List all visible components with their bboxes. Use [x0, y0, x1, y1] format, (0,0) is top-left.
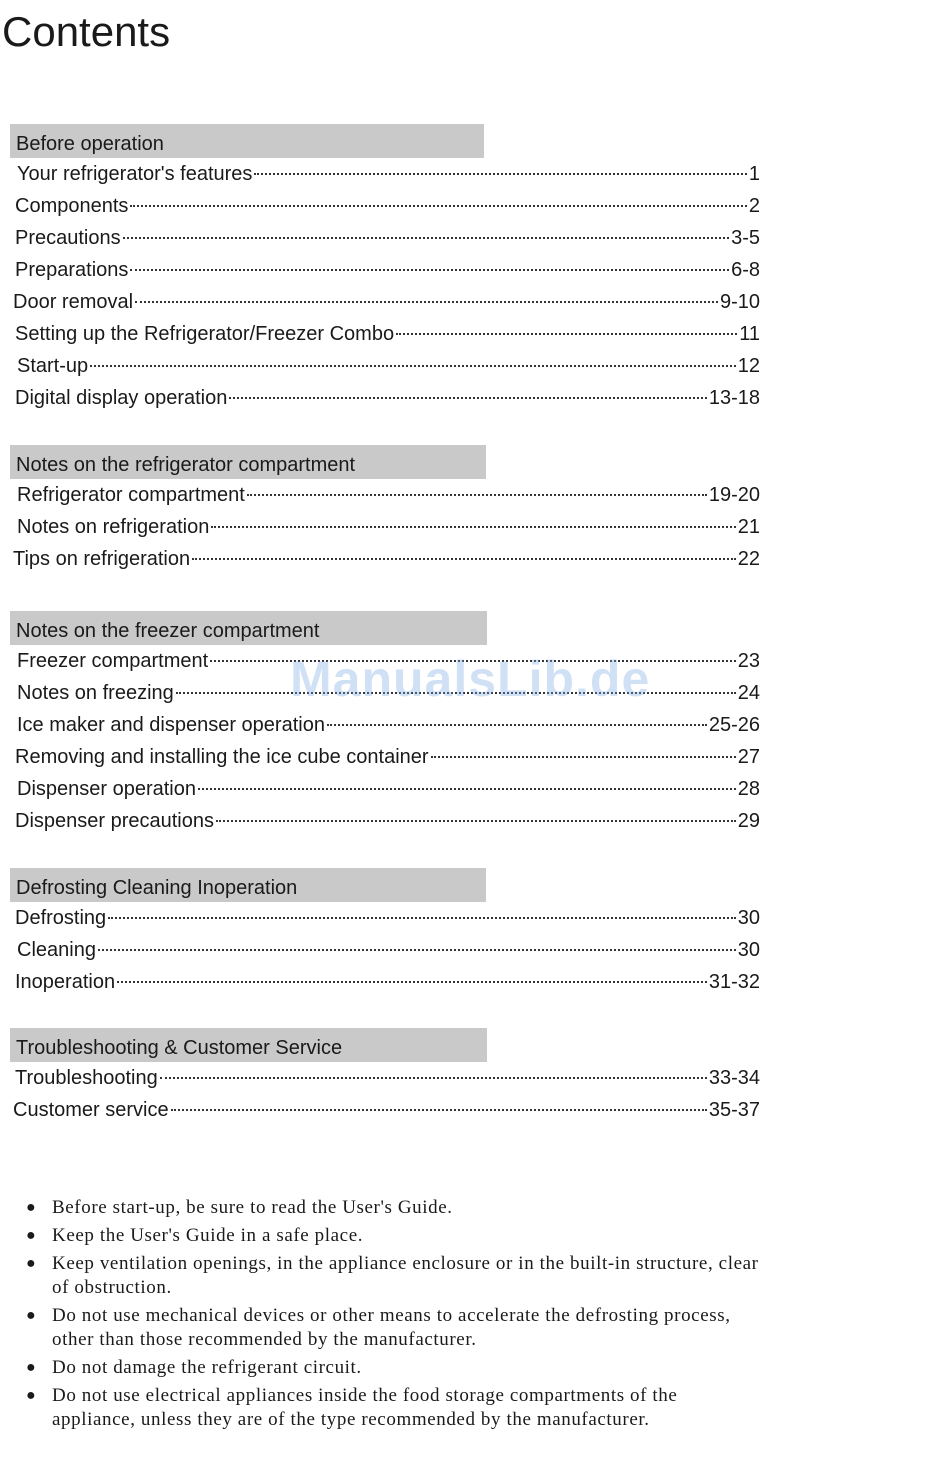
list-item [26, 1356, 766, 1380]
toc-entry[interactable] [0, 1094, 760, 1126]
leader-dots [216, 820, 736, 822]
bullet-icon: ● [26, 1227, 37, 1244]
toc-entry-title: Notes on freezing [17, 682, 174, 704]
leader-dots [211, 526, 735, 528]
toc-entry-title: Ice maker and dispenser operation [17, 714, 325, 736]
leader-dots [98, 949, 736, 951]
toc-entry[interactable] [0, 318, 760, 350]
note-text: Keep ventilation openings, in the appliance enclosure or in the built-in structure, clear of obstruction. [52, 1253, 759, 1298]
leader-dots [108, 917, 736, 919]
toc-entry-title: Components [15, 195, 129, 217]
toc-entry-title: Removing and installing the ice cube container [15, 746, 429, 768]
toc-entry-page: 27 [737, 746, 760, 768]
leader-dots [176, 692, 736, 694]
toc-entry-title: Tips on refrigeration [13, 548, 191, 570]
toc-entry[interactable] [0, 511, 760, 543]
list-item [26, 1304, 766, 1352]
leader-dots [198, 788, 736, 790]
leader-dots [396, 333, 737, 335]
toc-entry[interactable] [0, 382, 760, 414]
toc-entry[interactable] [0, 190, 760, 222]
leader-dots [171, 1109, 707, 1111]
toc-entry-title: Troubleshooting [15, 1067, 158, 1089]
leader-dots [247, 494, 707, 496]
toc-entry[interactable] [0, 677, 760, 709]
toc-entry-title: Notes on refrigeration [17, 516, 210, 538]
list-item [26, 1196, 766, 1220]
toc-section-refrigerator [0, 445, 760, 575]
toc-entry-page: 29 [737, 810, 760, 832]
bullet-icon: ● [26, 1359, 37, 1376]
toc-entry-page: 13-18 [708, 387, 760, 409]
leader-dots [431, 756, 736, 758]
leader-dots [229, 397, 707, 399]
bullet-icon: ● [26, 1255, 37, 1272]
toc-entry-page: 22 [737, 548, 760, 570]
list-item [26, 1252, 766, 1300]
toc-entry-page: 1 [748, 163, 760, 185]
safety-notes-list [26, 1196, 766, 1436]
section-header: Before operation [10, 124, 484, 158]
toc-entry-title: Your refrigerator's features [17, 163, 253, 185]
toc-entry-page: 30 [737, 907, 760, 929]
leader-dots [327, 724, 707, 726]
toc-entry-page: 28 [737, 778, 760, 800]
section-header: Troubleshooting & Customer Service [10, 1028, 487, 1062]
leader-dots [160, 1077, 707, 1079]
toc-entry-page: 2 [748, 195, 760, 217]
toc-entry-page: 19-20 [708, 484, 760, 506]
toc-entry[interactable] [0, 479, 760, 511]
page-title: Contents [2, 8, 171, 55]
toc-entry[interactable] [0, 934, 760, 966]
toc-entry-title: Precautions [15, 227, 121, 249]
list-item [26, 1224, 766, 1248]
toc-section-before-operation [0, 124, 760, 414]
watermark: ManualsLib.de [290, 651, 651, 707]
section-header: Notes on the refrigerator compartment [10, 445, 486, 479]
toc-entry-title: Setting up the Refrigerator/Freezer Combo [15, 323, 395, 345]
toc-section-freezer [0, 611, 760, 837]
bullet-icon: ● [26, 1387, 37, 1404]
bullet-icon: ● [26, 1307, 37, 1324]
toc-entry-title: Dispenser operation [17, 778, 196, 800]
toc-entry-title: Freezer compartment [17, 650, 209, 672]
leader-dots [90, 365, 736, 367]
leader-dots [130, 269, 729, 271]
toc-entry[interactable] [0, 286, 760, 318]
toc-entry-title: Defrosting [15, 907, 107, 929]
section-header: Defrosting Cleaning Inoperation [10, 868, 486, 902]
toc-entry[interactable] [0, 350, 760, 382]
bullet-icon: ● [26, 1199, 37, 1216]
toc-entry-title: Digital display operation [15, 387, 228, 409]
toc-entry[interactable] [0, 773, 760, 805]
toc-section-defrosting [0, 868, 760, 998]
leader-dots [210, 660, 736, 662]
toc-entry[interactable] [0, 543, 760, 575]
note-text: Do not damage the refrigerant circuit. [52, 1357, 362, 1378]
section-header: Notes on the freezer compartment [10, 611, 487, 645]
toc-entry[interactable] [0, 741, 760, 773]
toc-entry-page: 12 [737, 355, 760, 377]
leader-dots [135, 301, 718, 303]
toc-entry-page: 3-5 [731, 227, 760, 249]
toc-entry-title: Door removal [13, 291, 134, 313]
list-item [26, 1384, 766, 1432]
toc-entry[interactable] [0, 254, 760, 286]
toc-entry-title: Preparations [15, 259, 129, 281]
toc-entry-title: Refrigerator compartment [17, 484, 245, 506]
toc-entry[interactable] [0, 222, 760, 254]
note-text: Before start-up, be sure to read the User's Guide. [52, 1197, 453, 1218]
toc-entry-title: Cleaning [17, 939, 96, 961]
leader-dots [192, 558, 736, 560]
toc-entry-page: 33-34 [708, 1067, 760, 1089]
note-text: Keep the User's Guide in a safe place. [52, 1225, 364, 1246]
toc-entry[interactable] [0, 966, 760, 998]
toc-entry[interactable] [0, 805, 760, 837]
toc-entry-title: Customer service [13, 1099, 169, 1121]
toc-entry-page: 24 [737, 682, 760, 704]
leader-dots [123, 237, 729, 239]
toc-entry-page: 31-32 [708, 971, 760, 993]
toc-entry-page: 11 [739, 323, 760, 345]
toc-entry-page: 25-26 [708, 714, 760, 736]
toc-entry[interactable] [0, 709, 760, 741]
leader-dots [117, 981, 707, 983]
toc-entry-title: Start-up [17, 355, 89, 377]
toc-entry[interactable] [0, 645, 760, 677]
toc-entry[interactable] [0, 158, 760, 190]
toc-entry-page: 23 [737, 650, 760, 672]
note-text: Do not use mechanical devices or other means to accelerate the defrosting process, other than those recommended by the manufacturer. [52, 1305, 731, 1350]
toc-entry-page: 9-10 [719, 291, 760, 313]
toc-entry-title: Dispenser precautions [15, 810, 214, 832]
note-text: Do not use electrical appliances inside the food storage compartments of the appliance, unless they are of the type recommended by the manufacturer. [52, 1385, 678, 1430]
toc-entry[interactable] [0, 1062, 760, 1094]
toc-entry-page: 21 [737, 516, 760, 538]
toc-entry-page: 35-37 [708, 1099, 760, 1121]
toc-entry-page: 6-8 [731, 259, 760, 281]
leader-dots [130, 205, 746, 207]
toc-entry[interactable] [0, 902, 760, 934]
toc-section-troubleshooting [0, 1028, 760, 1126]
leader-dots [254, 173, 746, 175]
toc-entry-page: 30 [737, 939, 760, 961]
toc-entry-title: Inoperation [15, 971, 116, 993]
